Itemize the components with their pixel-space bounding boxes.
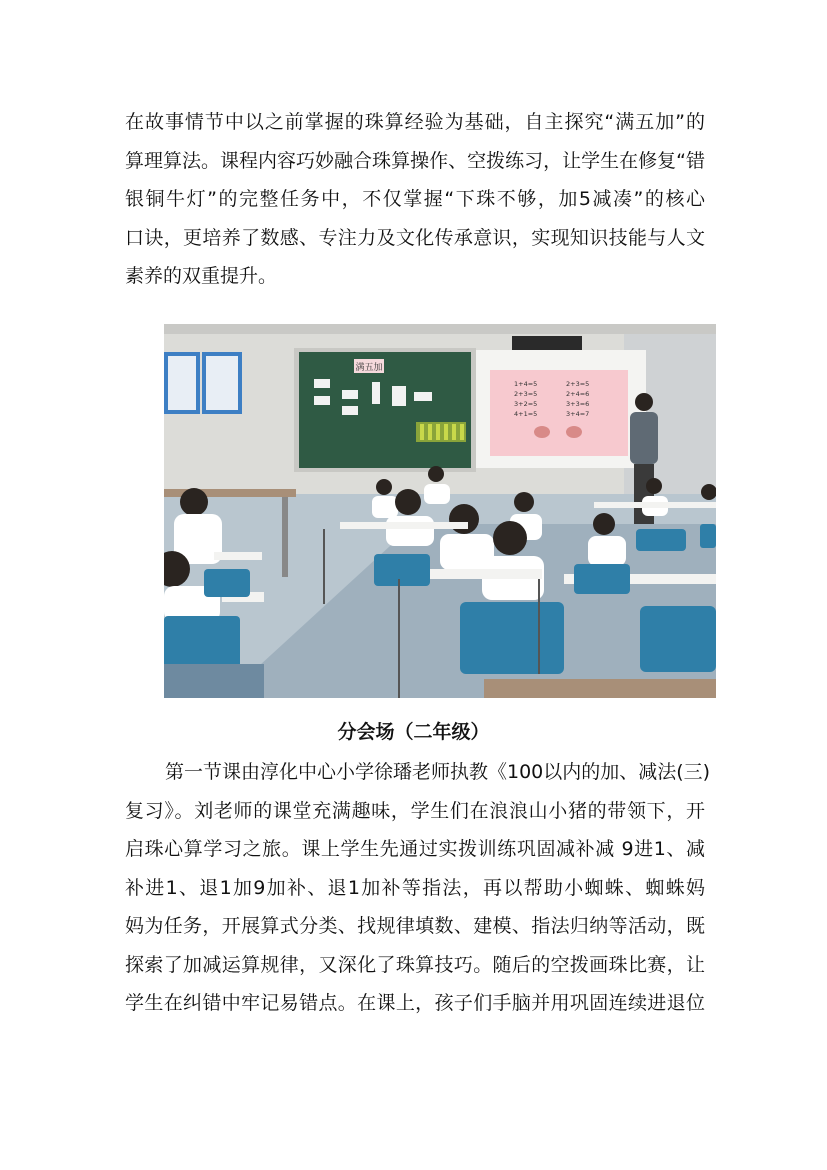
slide-equation: 2+4=6: [566, 390, 590, 398]
projected-slide: [490, 370, 628, 456]
paragraph-line: 口诀，更培养了数感、专注力及文化传承意识，实现知识技能与人文: [125, 226, 705, 249]
chalkboard: [299, 352, 471, 468]
intro-paragraph: [125, 103, 705, 296]
body-paragraph: [125, 753, 711, 1023]
paragraph-line: 算理算法。课程内容巧妙融合珠算操作、空拨练习，让学生在修复“错: [125, 149, 705, 172]
slide-equation: 2+3=5: [566, 380, 590, 388]
paragraph-line: 素养的双重提升。: [125, 265, 278, 287]
slide-equation: 3+3=6: [566, 400, 590, 408]
paragraph-line: 补进1、退1加9加补、退1加补等指法，再以帮助小蜘蛛、蜘蛛妈: [125, 876, 705, 899]
paragraph-line: 复习》。刘老师的课堂充满趣味，学生们在浪浪山小猪的带领下，开: [125, 799, 705, 822]
board-title: 满五加: [355, 363, 383, 373]
slide-equation: 2+3=5: [514, 390, 538, 398]
photo-caption: 分会场（二年级）: [337, 721, 490, 743]
slide-equation: 3+4=7: [566, 410, 590, 418]
paragraph-line: 探索了加减运算规律，又深化了珠算技巧。随后的空拨画珠比赛，让: [125, 953, 705, 976]
paragraph-line: 启珠心算学习之旅。课上学生先通过实拨训练巩固减补减 9进1、减: [125, 838, 705, 860]
paragraph-line: 第一节课由淳化中心小学徐璠老师执教《100以内的加、减法(三): [165, 761, 711, 783]
slide-equation: 1+4=5: [514, 380, 538, 388]
slide-equation: 3+2=5: [514, 400, 538, 408]
paragraph-line: 银铜牛灯”的完整任务中，不仅掌握“下珠不够，加5减凑”的核心: [125, 188, 705, 210]
paragraph-line: 在故事情节中以之前掌握的珠算经验为基础，自主探究“满五加”的: [125, 111, 705, 133]
paragraph-line: 妈为任务，开展算式分类、找规律填数、建模、指法归纳等活动，既: [125, 915, 705, 937]
classroom-photo: [164, 324, 716, 698]
paragraph-line: 学生在纠错中牢记易错点。在课上，孩子们手脑并用巩固连续进退位: [125, 992, 705, 1014]
slide-equation: 4+1=5: [514, 410, 538, 418]
